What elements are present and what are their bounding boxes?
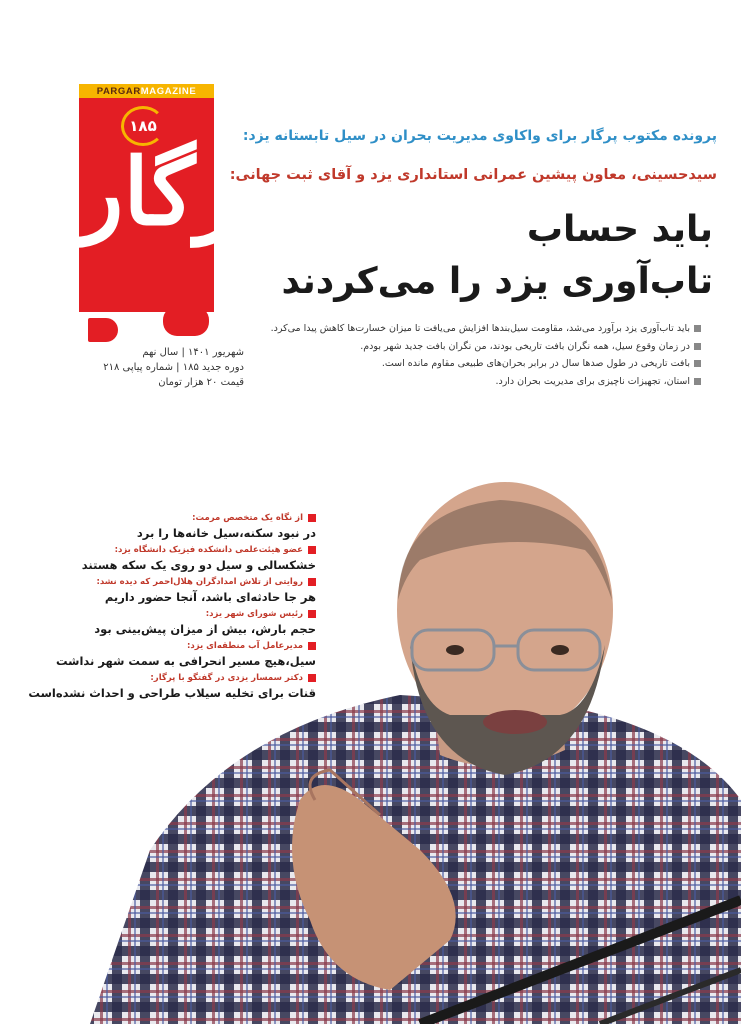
- teaser-marker-icon: [308, 642, 316, 650]
- issue-price-line: قیمت ۲۰ هزار تومان: [158, 377, 244, 388]
- bullet-square-icon: [694, 343, 701, 350]
- logo-wordmark: پرگار: [79, 138, 272, 246]
- headline-line-1: باید حساب: [526, 209, 713, 250]
- logo-brand-band: [79, 84, 214, 98]
- issue-date-line: شهریور ۱۴۰۱ | سال نهم: [142, 347, 244, 358]
- teaser-title: حجم بارش، بیش از میزان پیش‌بینی بود: [94, 622, 316, 636]
- issue-info: [79, 345, 244, 390]
- bullet-item: در زمان وقوع سیل، همه نگران بافت تاریخی بودند، من نگران بافت جدید شهر بودم.: [231, 338, 701, 356]
- teaser-marker-icon: [308, 674, 316, 682]
- bullet-square-icon: [694, 360, 701, 367]
- teaser-marker-icon: [308, 514, 316, 522]
- issue-number-line: دوره جدید ۱۸۵ | شماره پیاپی ۲۱۸: [103, 362, 244, 373]
- teaser-item: [76, 576, 316, 606]
- issue-number-badge: ۱۸۵: [121, 106, 165, 146]
- teaser-item: [76, 544, 316, 574]
- teaser-item: [55, 640, 316, 670]
- teaser-title: سیل،هیچ مسیر انحرافی به سمت شهر نداشت: [55, 654, 316, 668]
- teaser-item: [28, 672, 316, 702]
- headline-bullets: [231, 320, 701, 390]
- teaser-title: قنات برای تخلیه سیلاب طراحی و احداث نشده‌است: [28, 686, 316, 700]
- logo-tail-shape: [163, 306, 209, 336]
- teaser-marker-icon: [308, 578, 316, 586]
- bullet-square-icon: [694, 325, 701, 332]
- teaser-source: رئیس شورای شهر یزد:: [205, 609, 303, 619]
- teaser-source: از نگاه یک متخصص مرمت:: [192, 513, 303, 523]
- teaser-list: [28, 512, 316, 704]
- teaser-marker-icon: [308, 546, 316, 554]
- teaser-source: عضو هیئت‌علمی دانشکده فیزیک دانشگاه یزد:: [114, 545, 303, 555]
- bullet-item: بافت تاریخی در طول صدها سال در برابر بحران‌های طبیعی مقاوم مانده است.: [231, 355, 701, 373]
- bullet-item: استان، تجهیزات ناچیزی برای مدیریت بحران دارد.: [231, 373, 701, 391]
- logo-tail-shape: [88, 318, 118, 342]
- cover-kicker: پرونده مکتوب پرگار برای واکاوی مدیریت بحران در سیل تابستانه یزد:: [242, 128, 717, 144]
- bullet-item: باید تاب‌آوری یزد برآورد می‌شد، مقاومت سیل‌بندها افزایش می‌یافت تا میزان خسارت‌ها کاهش پیدا می‌کرد.: [231, 320, 701, 338]
- teaser-source: مدیرعامل آب منطقه‌ای یزد:: [186, 641, 303, 651]
- teaser-source: دکتر سمسار یزدی در گفتگو با پرگار:: [150, 673, 303, 683]
- cover-subkicker: سیدحسینی، معاون پیشین عمرانی استانداری یزد و آقای ثبت جهانی:: [229, 167, 717, 183]
- logo-magazine-text: MAGAZINE: [140, 85, 197, 97]
- teaser-title: هر جا حادثه‌ای باشد، آنجا حضور داریم: [104, 590, 316, 604]
- teaser-item: [76, 512, 316, 542]
- logo-pargar-text: PARGAR: [96, 85, 141, 97]
- magazine-logo: [79, 84, 272, 312]
- teaser-title: خشکسالی و سیل دو روی یک سکه هستند: [81, 558, 316, 572]
- cover-headline: [243, 204, 713, 308]
- teaser-title: در نبود سکنه،سیل خانه‌ها را برد: [136, 526, 316, 540]
- teaser-marker-icon: [308, 610, 316, 618]
- headline-line-2: تاب‌آوری یزد را می‌کردند: [281, 261, 713, 302]
- bullet-square-icon: [694, 378, 701, 385]
- teaser-item: [76, 608, 316, 638]
- teaser-source: روایتی از تلاش امدادگران هلال‌احمر که دیده نشد:: [96, 577, 303, 587]
